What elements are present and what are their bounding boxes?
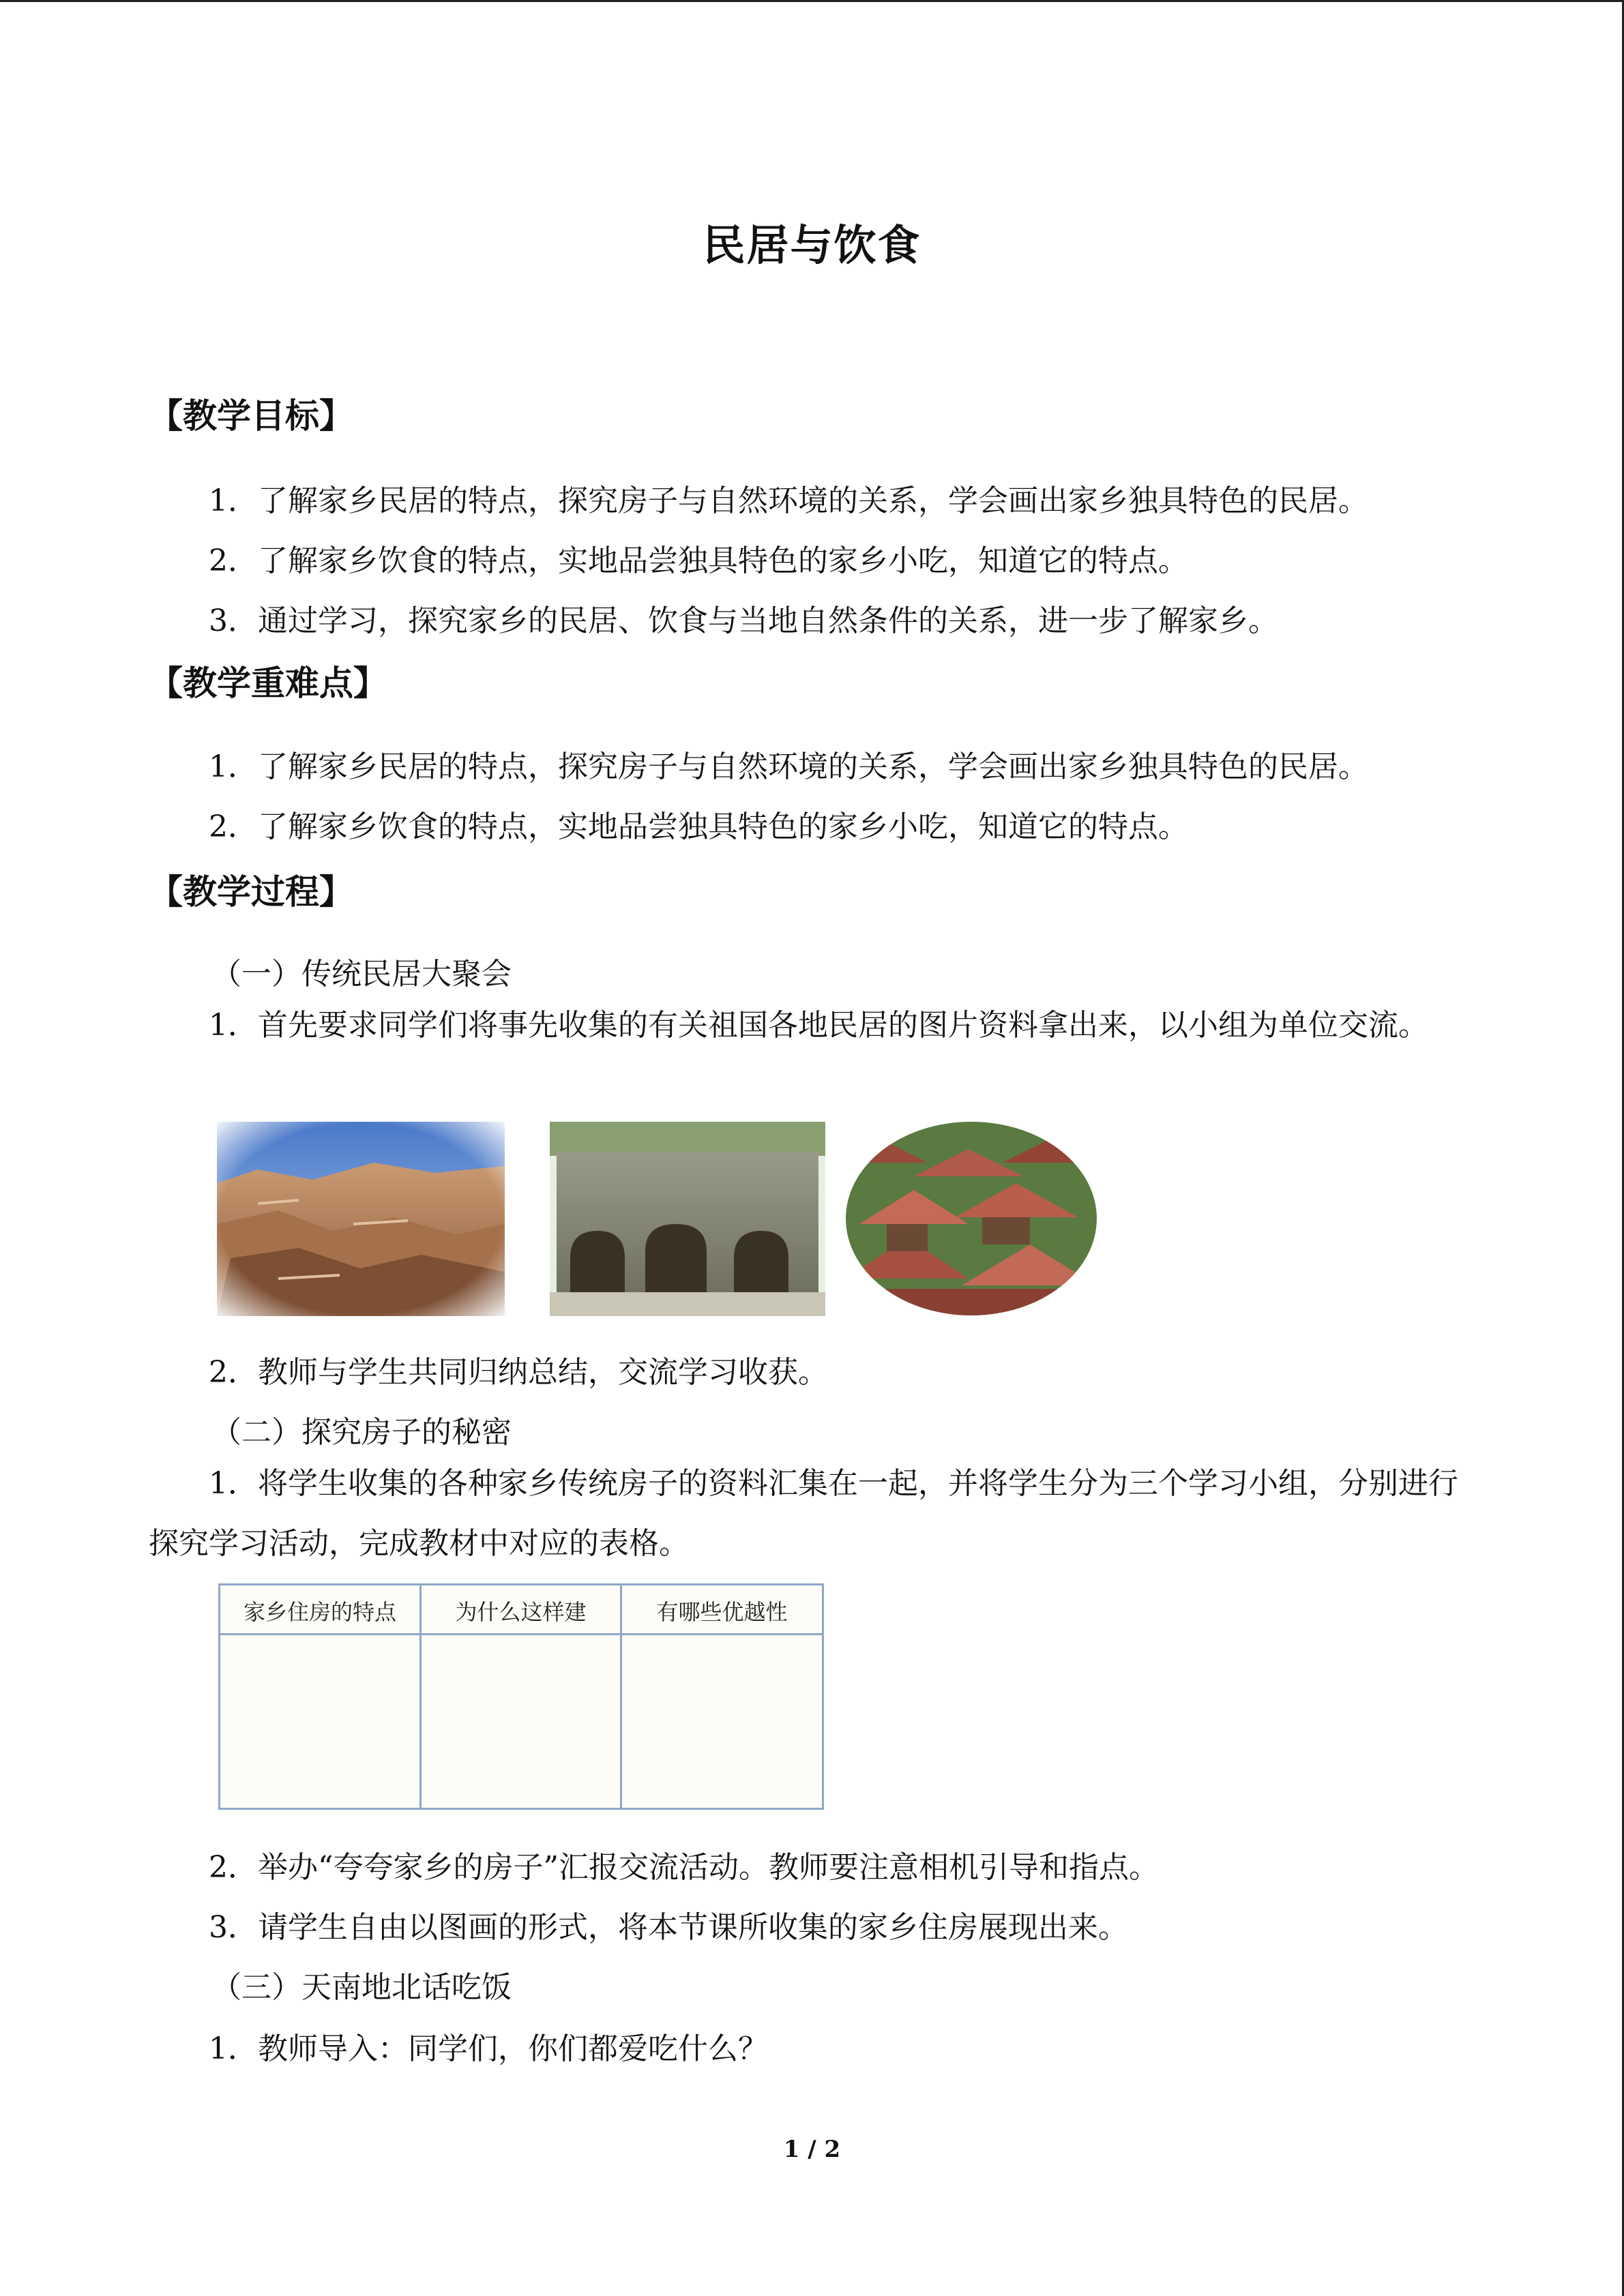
heading-objectives: 【教学目标】 <box>149 396 353 436</box>
heading-key-points: 【教学重难点】 <box>149 664 387 703</box>
photo-village-roofs <box>846 1122 1097 1316</box>
table-header-advantages: 有哪些优越性 <box>656 1599 788 1625</box>
key-point-item-2: 2．了解家乡饮食的特点，实地品尝独具特色的家乡小吃，知道它的特点。 <box>209 809 1188 844</box>
top-border <box>0 0 1624 2</box>
part1-step1: 1．首先要求同学们将事先收集的有关祖国各地民居的图片资料拿出来，以小组为单位交流。 <box>209 1008 1428 1043</box>
photo-cave-dwelling <box>550 1122 825 1316</box>
objective-item-3: 3．通过学习，探究家乡的民居、饮食与当地自然条件的关系，进一步了解家乡。 <box>209 603 1278 638</box>
part2-step3: 3．请学生自由以图画的形式，将本节课所收集的家乡住房展现出来。 <box>209 1910 1128 1945</box>
part3-title: （三）天南地北话吃饭 <box>211 1970 512 2005</box>
table-header-features: 家乡住房的特点 <box>243 1599 396 1625</box>
table-header-reason: 为什么这样建 <box>455 1599 587 1625</box>
objective-item-1: 1．了解家乡民居的特点，探究房子与自然环境的关系，学会画出家乡独具特色的民居。 <box>209 483 1368 518</box>
part3-step1: 1．教师导入：同学们，你们都爱吃什么？ <box>209 2031 768 2066</box>
part1-step2: 2．教师与学生共同归纳总结，交流学习收获。 <box>209 1355 828 1390</box>
document-title: 民居与饮食 <box>703 220 921 270</box>
key-point-item-1: 1．了解家乡民居的特点，探究房子与自然环境的关系，学会画出家乡独具特色的民居。 <box>209 749 1368 784</box>
part1-title: （一）传统民居大聚会 <box>211 957 512 992</box>
objective-item-2: 2．了解家乡饮食的特点，实地品尝独具特色的家乡小吃，知道它的特点。 <box>209 543 1188 578</box>
photo-loess-plateau <box>217 1122 505 1316</box>
part2-step1: 1．将学生收集的各种家乡传统房子的资料汇集在一起，并将学生分为三个学习小组，分别进行探究学习活动，完成教材中对应的表格。 <box>149 1466 1458 1561</box>
heading-process: 【教学过程】 <box>149 872 353 912</box>
part2-step2: 2．举办“夸夸家乡的房子”汇报交流活动。教师要注意相机引导和指点。 <box>209 1850 1159 1885</box>
page-number: 1 / 2 <box>783 2136 841 2163</box>
part2-title: （二）探究房子的秘密 <box>211 1415 512 1450</box>
textbook-table <box>218 1583 824 1810</box>
